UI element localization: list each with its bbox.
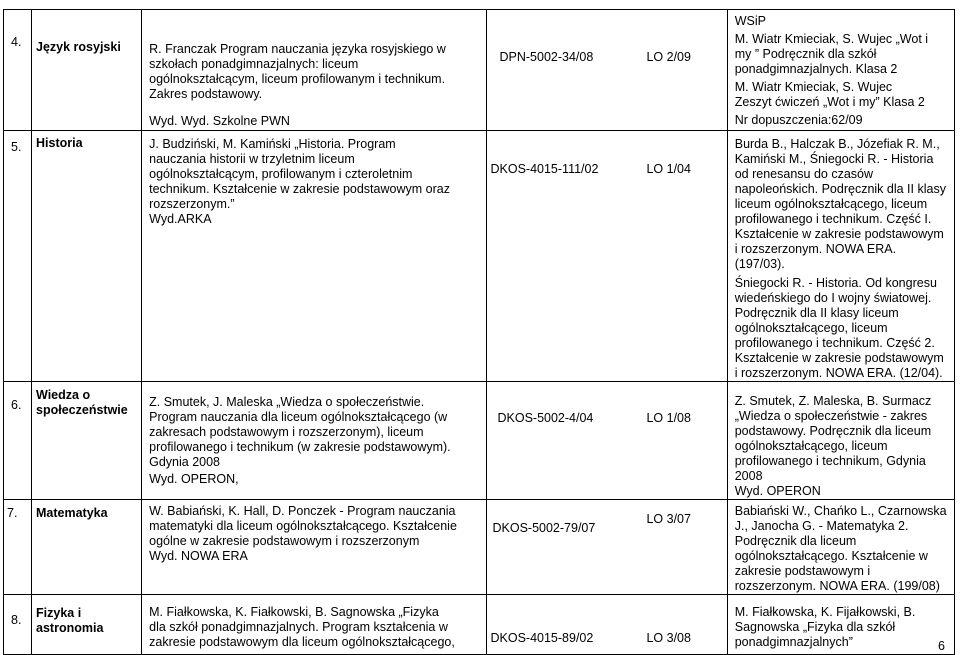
textbook-line: Sagnowska „Fizyka dla szkół [734, 620, 896, 634]
subject-name: Historia [32, 131, 142, 382]
program-line: profilowanego i technikum (w zakresie podstawowym). [149, 440, 451, 454]
program-description [142, 595, 487, 655]
school-level: LO 3/07 [646, 512, 691, 526]
program-line: szkołach ponadgimnazjalnych: liceum [149, 57, 359, 71]
table-row [4, 131, 955, 382]
textbook-line: (197/03). [734, 257, 785, 271]
textbook-line: i rozszerzonym. NOWA ERA. [734, 242, 897, 256]
textbook-line: profilowanego i technikum, Gdynia [734, 454, 926, 468]
program-description [142, 131, 487, 382]
school-level: LO 3/08 [646, 631, 691, 645]
textbook-cell [727, 10, 954, 131]
program-line: Gdynia 2008 [149, 455, 221, 469]
textbook-line: podstawowy. Podręcznik dla liceum [734, 424, 932, 438]
program-line: nauczania historii w trzyletnim liceum [149, 152, 355, 166]
program-line: ogólnokształcącym, profilowanym i czteroletnim [149, 167, 413, 181]
program-line: Z. Smutek, J. Maleska „Wiedza o społeczeństwie. [149, 395, 425, 409]
program-description [142, 500, 487, 595]
approval-code-cell [487, 382, 727, 500]
textbook-line: J., Janocha G. - Matematyka 2. [734, 519, 909, 533]
textbook-line: rozszerzonym. NOWA ERA. (199/08) [734, 579, 940, 593]
textbook-line: Nr dopuszczenia:62/09 [734, 113, 863, 127]
subject-name [32, 595, 142, 655]
approval-code: DKOS-5002-79/07 [492, 521, 596, 535]
program-line: Wyd. OPERON, [149, 472, 239, 486]
textbook-line: 2008 [734, 469, 763, 483]
row-number: 8. [4, 595, 32, 655]
textbook-line: profilowanego i technikum. Część 2. [734, 336, 935, 350]
textbook-line: ponadgimnazjalnych. Klasa 2 [734, 62, 898, 76]
program-line: dla szkół ponadgimnazjalnych. Program kształcenia w [149, 620, 448, 634]
program-line: ogólne w zakresie podstawowym i rozszerzonym [149, 534, 420, 548]
program-description [142, 10, 487, 131]
textbook-line: Śniegocki R. - Historia. Od kongresu [734, 276, 937, 290]
textbook-line: Zeszyt ćwiczeń „Wot i my” Klasa 2 [734, 95, 925, 109]
textbook-line: napoleońskich. Podręcznik dla II klasy [734, 182, 946, 196]
textbook-line: „Wiedza o społeczeństwie - zakres [734, 409, 928, 423]
textbook-line: M. Fiałkowska, K. Fijałkowski, B. [734, 605, 916, 619]
program-line: R. Franczak Program nauczania języka rosyjskiego w [149, 42, 446, 56]
textbook-line: od renesansu do czasów [734, 167, 874, 181]
textbook-line: Kształcenie w zakresie podstawowym [734, 227, 944, 241]
program-line: Wyd.ARKA [149, 212, 212, 226]
textbook-line: Kamiński M., Śniegocki R. - Historia [734, 152, 934, 166]
textbook-line: liceum ogólnokształcącego, liceum [734, 197, 928, 211]
program-line: W. Babiański, K. Hall, D. Ponczek - Program nauczania [149, 504, 456, 518]
textbook-line: wiedeńskiego do I wojny światowej. [734, 291, 932, 305]
program-line: Wyd. NOWA ERA [149, 549, 248, 563]
program-line: ogólnokształcącym, liceum profilowanym i technikum. [149, 72, 446, 86]
table-row [4, 10, 955, 131]
subject-line: Wiedza o [36, 388, 91, 402]
textbook-line: profilowanego i technikum. Część I. [734, 212, 932, 226]
textbook-line: my ” Podręcznik dla szkół [734, 47, 877, 61]
textbook-line: zakresie podstawowym i [734, 564, 871, 578]
textbook-line: ogólnokształcącego. Kształcenie w [734, 549, 928, 563]
textbook-line: Babiański W., Chańko L., Czarnowska [734, 504, 947, 518]
textbook-line: M. Wiatr Kmieciak, S. Wujec „Wot i [734, 32, 929, 46]
table-row [4, 382, 955, 500]
approval-code: DKOS-4015-89/02 [490, 631, 594, 645]
textbook-line: Wyd. OPERON [734, 484, 821, 498]
table-row [4, 595, 955, 655]
approval-code-cell [487, 595, 727, 655]
program-line: rozszerzonym.” [149, 197, 235, 211]
textbook-line: ogólnokształcącego, liceum [734, 439, 888, 453]
textbook-line: Podręcznik dla liceum [734, 534, 857, 548]
row-number: 7. [4, 500, 32, 595]
textbook-line: ogólnokształcącego, liceum [734, 321, 888, 335]
program-description [142, 382, 487, 500]
row-number: 4. [4, 10, 32, 131]
textbook-line: Z. Smutek, Z. Maleska, B. Surmacz [734, 394, 932, 408]
program-line: Zakres podstawowy. [149, 87, 263, 101]
publisher-label: WSiP [734, 14, 766, 28]
textbook-line: i rozszerzonym. NOWA ERA. (12/04). [734, 366, 943, 380]
textbook-line: ponadgimnazjalnych” [734, 635, 853, 649]
approval-code-cell [487, 500, 727, 595]
approval-code: DPN-5002-34/08 [499, 50, 594, 64]
program-line: J. Budziński, M. Kamiński „Historia. Program [149, 137, 396, 151]
curriculum-table [3, 9, 955, 655]
subject-line: astronomia [36, 621, 104, 635]
textbook-line: M. Wiatr Kmieciak, S. Wujec [734, 80, 893, 94]
program-line: M. Fiałkowska, K. Fiałkowski, B. Sagnowska „Fizyka [149, 605, 439, 619]
approval-code: DKOS-5002-4/04 [497, 411, 594, 425]
page-number: 6 [938, 639, 945, 653]
textbook-cell [727, 500, 954, 595]
subject-name [32, 382, 142, 500]
program-line: zakresach podstawowym i rozszerzonym), liceum [149, 425, 424, 439]
textbook-cell [727, 595, 954, 655]
row-number: 5. [4, 131, 32, 382]
school-level: LO 1/08 [646, 411, 691, 425]
subject-line: społeczeństwie [36, 403, 128, 417]
school-level: LO 1/04 [646, 162, 691, 176]
subject-line: Fizyka i [36, 606, 82, 620]
subject-name: Matematyka [32, 500, 142, 595]
approval-code-cell [487, 131, 727, 382]
subject-name: Język rosyjski [32, 10, 142, 131]
program-line: zakresie podstawowym dla liceum ogólnokształcącego, [149, 635, 455, 649]
textbook-line: Kształcenie w zakresie podstawowym [734, 351, 944, 365]
school-level: LO 2/09 [646, 50, 691, 64]
textbook-line: Podręcznik dla II klasy liceum [734, 306, 899, 320]
textbook-cell [727, 382, 954, 500]
program-line: matematyki dla liceum ogólnokształcącego. Kształcenie [149, 519, 457, 533]
program-line: Program nauczania dla liceum ogólnokształcącego (w [149, 410, 448, 424]
approval-code-cell [487, 10, 727, 131]
textbook-line: Burda B., Halczak B., Józefiak R. M., [734, 137, 940, 151]
row-number: 6. [4, 382, 32, 500]
program-line: technikum. Kształcenie w zakresie podstawowym oraz [149, 182, 450, 196]
program-line: Wyd. Wyd. Szkolne PWN [149, 114, 290, 128]
table-row [4, 500, 955, 595]
textbook-cell [727, 131, 954, 382]
approval-code: DKOS-4015-111/02 [490, 162, 599, 176]
